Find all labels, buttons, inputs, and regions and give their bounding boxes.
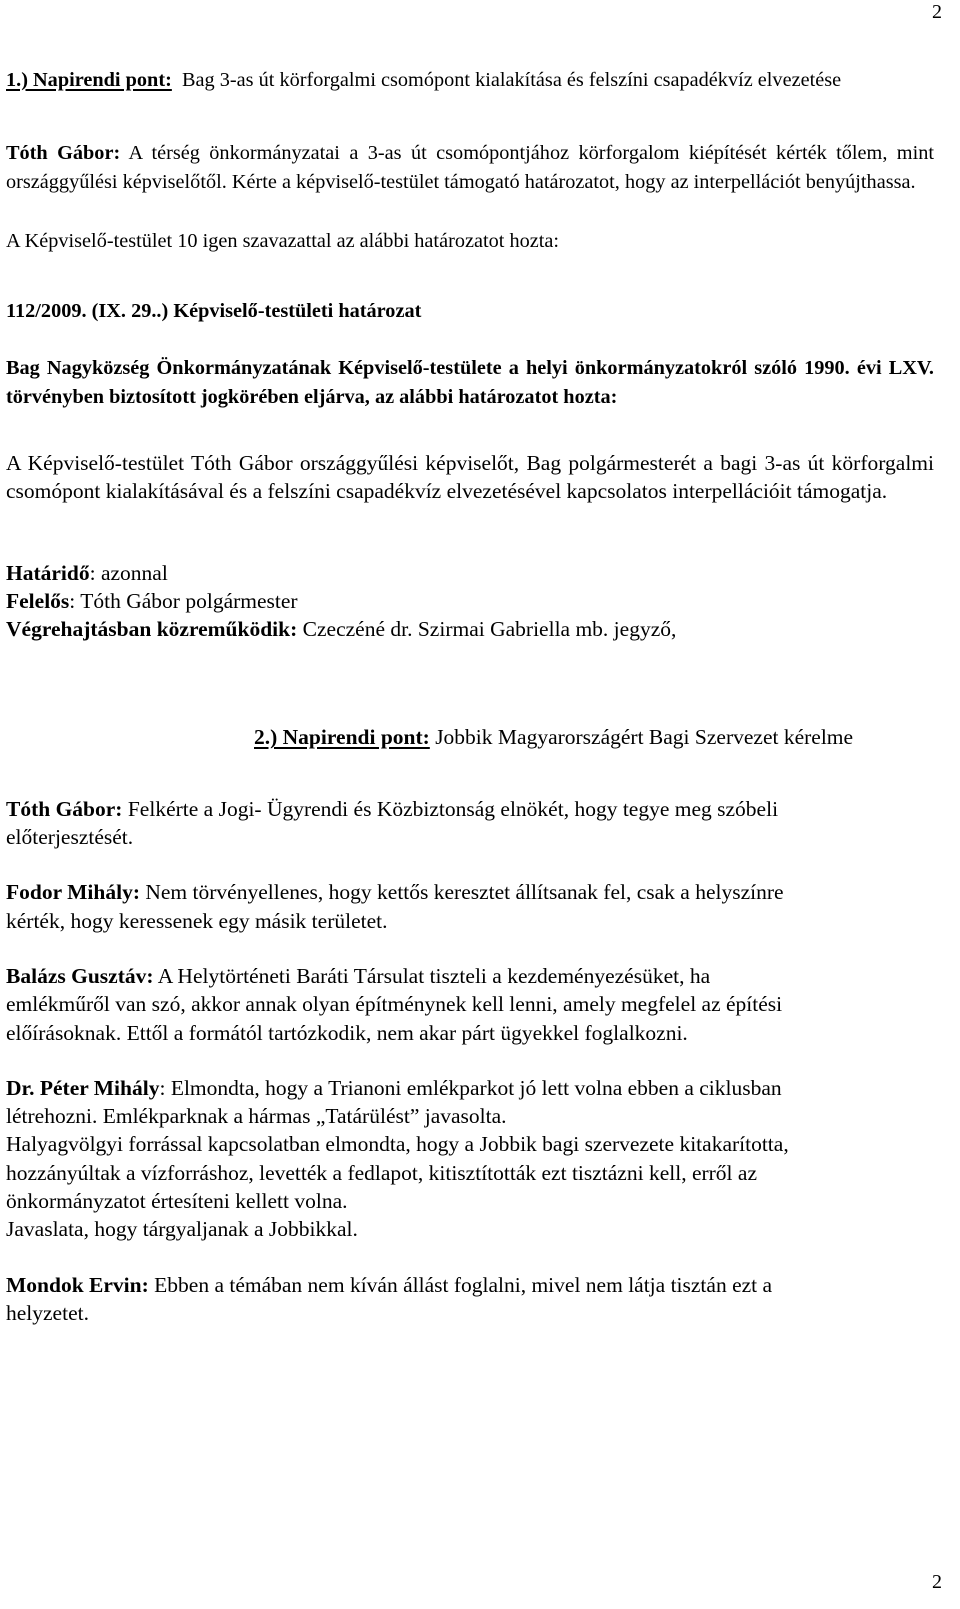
paragraph-line: önkormányzatot értesíteni kellett volna. bbox=[6, 1189, 348, 1214]
agenda-item-1-number: 1.) Napirendi pont: bbox=[6, 69, 172, 91]
agenda-item-2-title: Jobbik Magyarországért Bagi Szervezet kérelme bbox=[435, 725, 854, 750]
paragraph-toth-gabor-2 bbox=[6, 795, 934, 852]
resolution-heading bbox=[6, 297, 934, 326]
paragraph-line: előírásoknak. Ettől a formától tartózkodik, nem akar párt ügyekkel foglalkozni. bbox=[6, 1020, 688, 1045]
executor-value: Czeczéné dr. Szirmai Gabriella mb. jegyző, bbox=[302, 617, 677, 642]
resolution-body: A Képviselő-testület Tóth Gábor országgyűlési képviselőt, Bag polgármesterét a bagi 3-as út körforgalmi csomópont kialakításával és a felszíni csapadékvíz elvezetésével kapcsolatos interpellációit támogatja. bbox=[6, 451, 934, 504]
vote-result: A Képviselő-testület 10 igen szavazattal az alábbi határozatot hozta: bbox=[6, 230, 560, 252]
speaker-toth-gabor: Tóth Gábor: bbox=[6, 796, 123, 821]
resolution-preamble bbox=[6, 354, 934, 412]
resolution-executor bbox=[6, 615, 934, 643]
speaker-fodor-mihaly: Fodor Mihály: bbox=[6, 880, 140, 905]
paragraph-line: emlékműről van szó, akkor annak olyan építménynek kell lenni, amely megfelel az építési bbox=[6, 992, 783, 1017]
paragraph-line: előterjesztését. bbox=[6, 825, 134, 850]
paragraph-line: hozzányúltak a vízforráshoz, levették a fedlapot, kitisztították ezt tisztázni kell, erről az bbox=[6, 1160, 757, 1185]
agenda-item-2-number: 2.) Napirendi pont: bbox=[254, 725, 430, 750]
paragraph-line: A Helytörténeti Baráti Társulat tiszteli a kezdeményezésüket, ha bbox=[157, 963, 711, 988]
responsible-label: Felelős bbox=[6, 588, 70, 613]
paragraph-line: helyzetet. bbox=[6, 1300, 89, 1325]
deadline-label: Határidő bbox=[6, 560, 90, 585]
resolution-deadline bbox=[6, 559, 934, 587]
paragraph-balazs-gusztav bbox=[6, 962, 934, 1047]
paragraph-toth-gabor-1 bbox=[6, 139, 934, 197]
speaker-peter-mihaly: Péter Mihály bbox=[39, 1075, 160, 1100]
page-number-bottom: 2 bbox=[932, 1571, 942, 1593]
deadline-value: : azonnal bbox=[89, 560, 168, 585]
paragraph-line: Halyagvölgyi forrással kapcsolatban elmondta, hogy a Jobbik bagi szervezete kitakarította, bbox=[6, 1132, 789, 1157]
paragraph-peter-mihaly bbox=[6, 1074, 934, 1244]
executor-label: Végrehajtásban közreműködik: bbox=[6, 617, 298, 642]
agenda-item-1-title: Bag 3-as út körforgalmi csomópont kialakítása és felszíni csapadékvíz elvezetése bbox=[182, 69, 842, 91]
paragraph-line: létrehozni. Emlékparknak a hármas „Tatárülést” javasolta. bbox=[6, 1104, 507, 1129]
paragraph-line: Nem törvényellenes, hogy kettős keresztet állítsanak fel, csak a helyszínre bbox=[145, 880, 784, 905]
responsible-value: : Tóth Gábor polgármester bbox=[69, 588, 298, 613]
document-body bbox=[6, 66, 934, 1327]
resolution-heading-text: 112/2009. (IX. 29..) Képviselő-testületi határozat bbox=[6, 300, 422, 322]
agenda-item-1 bbox=[6, 66, 934, 95]
paragraph-line: kérték, hogy keressenek egy másik területet. bbox=[6, 908, 388, 933]
agenda-item-2 bbox=[6, 723, 934, 751]
speaker-toth-gabor: Tóth Gábor: bbox=[6, 142, 121, 164]
paragraph-line: Javaslata, hogy tárgyaljanak a Jobbikkal. bbox=[6, 1217, 358, 1242]
speaker-mondok-ervin: Mondok Ervin: bbox=[6, 1272, 149, 1297]
resolution-preamble-text: Bag Nagyközség Önkormányzatának Képviselő-testülete a helyi önkormányzatokról szóló 1990. évi LXV. törvényben biztosított jogkörében eljárva, az alábbi határozatot hozta: bbox=[6, 357, 934, 408]
paragraph-line: Ebben a témában nem kíván állást foglalni, mivel nem látja tisztán ezt a bbox=[154, 1272, 773, 1297]
paragraph-mondok-ervin bbox=[6, 1271, 934, 1328]
paragraph-fodor-mihaly bbox=[6, 878, 934, 935]
speaker-dr-title: Dr. bbox=[6, 1075, 35, 1100]
paragraph-text: A térség önkormányzatai a 3-as út csomópontjához körforgalom kiépítését kérték tőlem, mint országgyűlési képviselőtől. Kérte a képviselő-testület támogató határozatot, hogy az interpellációt benyújthassa. bbox=[6, 142, 934, 193]
resolution-responsible bbox=[6, 587, 934, 615]
speaker-balazs-gusztav: Balázs Gusztáv: bbox=[6, 963, 154, 988]
paragraph-line: : Elmondta, hogy a Trianoni emlékparkot jó lett volna ebben a ciklusban bbox=[159, 1075, 782, 1100]
paragraph-line: Felkérte a Jogi- Ügyrendi és Közbiztonság elnökét, hogy tegye meg szóbeli bbox=[127, 796, 779, 821]
page-number-top: 2 bbox=[932, 1, 942, 23]
